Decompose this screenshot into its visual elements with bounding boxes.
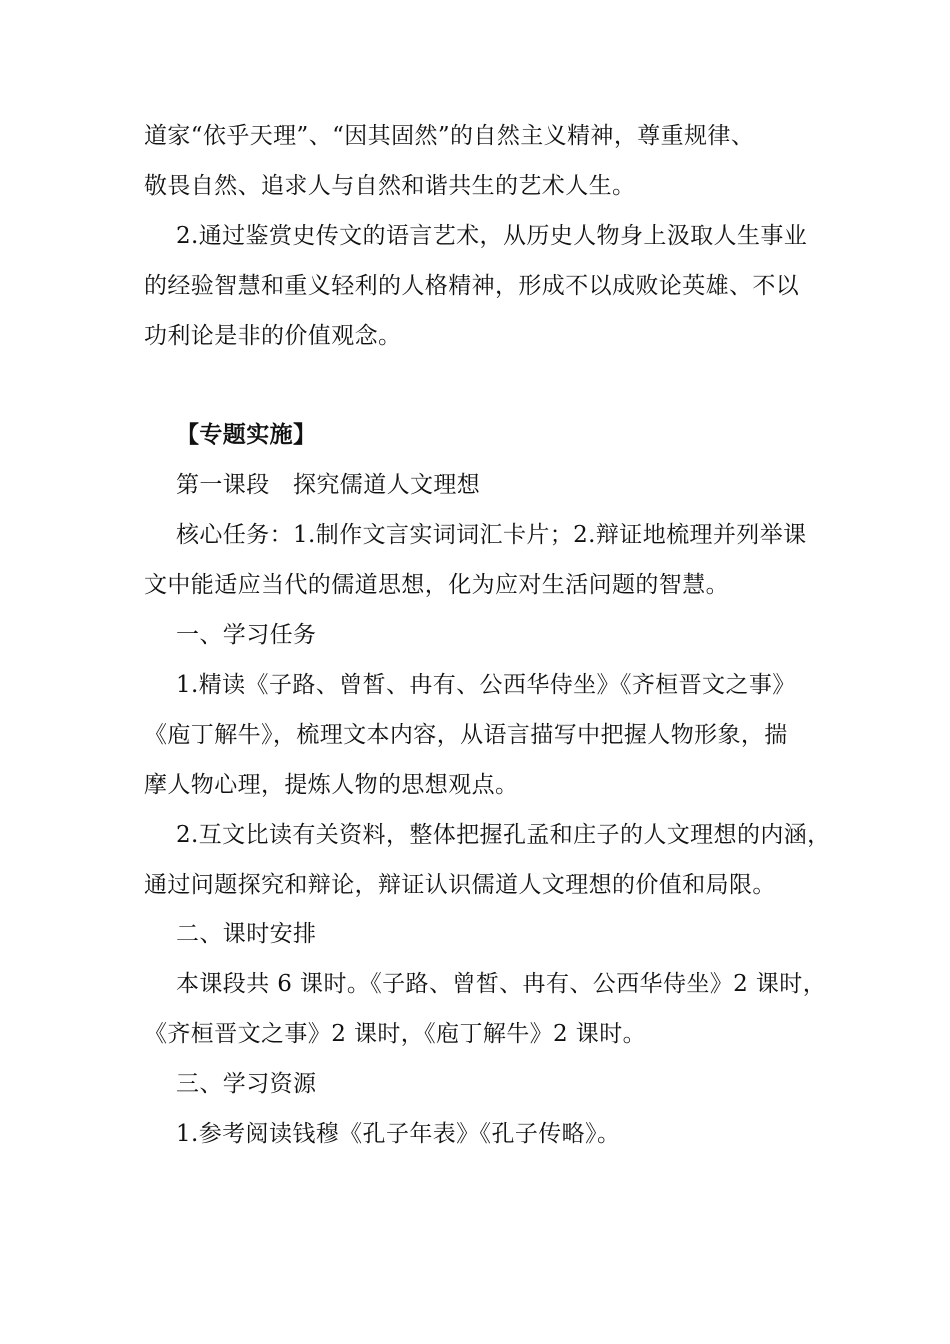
paragraph-line: 敬畏自然、追求人与自然和谐共生的艺术人生。 <box>144 173 636 199</box>
list-heading: 一、学习任务 <box>176 622 317 648</box>
paragraph-line: 道家“依乎天理”、“因其固然”的自然主义精神，尊重规律、 <box>144 123 755 149</box>
list-heading: 三、学习资源 <box>176 1071 317 1097</box>
subsection-heading: 第一课段 探究儒道人文理想 <box>176 472 481 498</box>
paragraph-line: 《庖丁解牛》，梳理文本内容，从语言描写中把握人物形象，揣 <box>144 722 788 748</box>
paragraph-line: 的经验智慧和重义轻利的人格精神，形成不以成败论英雄、不以 <box>144 273 800 299</box>
paragraph-line: 1.精读《子路、曾皙、冉有、公西华侍坐》《齐桓晋文之事》 <box>176 672 796 698</box>
paragraph-line: 本课段共 6 课时。《子路、曾皙、冉有、公西华侍坐》2 课时， <box>176 971 827 997</box>
paragraph-line: 文中能适应当代的儒道思想，化为应对生活问题的智慧。 <box>144 572 729 598</box>
paragraph-line: 2.通过鉴赏史传文的语言艺术，从历史人物身上汲取人生事业 <box>176 223 808 249</box>
section-heading: 【专题实施】 <box>176 421 317 448</box>
paragraph-line: 功利论是非的价值观念。 <box>144 323 402 349</box>
paragraph-line: 核心任务：1.制作文言实词词汇卡片；2.辩证地梳理并列举课 <box>176 522 807 548</box>
paragraph-line: 2.互文比读有关资料，整体把握孔孟和庄子的人文理想的内涵， <box>176 822 831 848</box>
list-heading: 二、课时安排 <box>176 921 317 947</box>
paragraph-line: 《齐桓晋文之事》2 课时，《庖丁解牛》2 课时。 <box>144 1021 646 1047</box>
paragraph-line: 通过问题探究和辩论，辩证认识儒道人文理想的价值和局限。 <box>144 872 776 898</box>
paragraph-line: 1.参考阅读钱穆《孔子年表》《孔子传略》。 <box>176 1121 621 1147</box>
paragraph-line: 摩人物心理，提炼人物的思想观点。 <box>144 772 519 798</box>
